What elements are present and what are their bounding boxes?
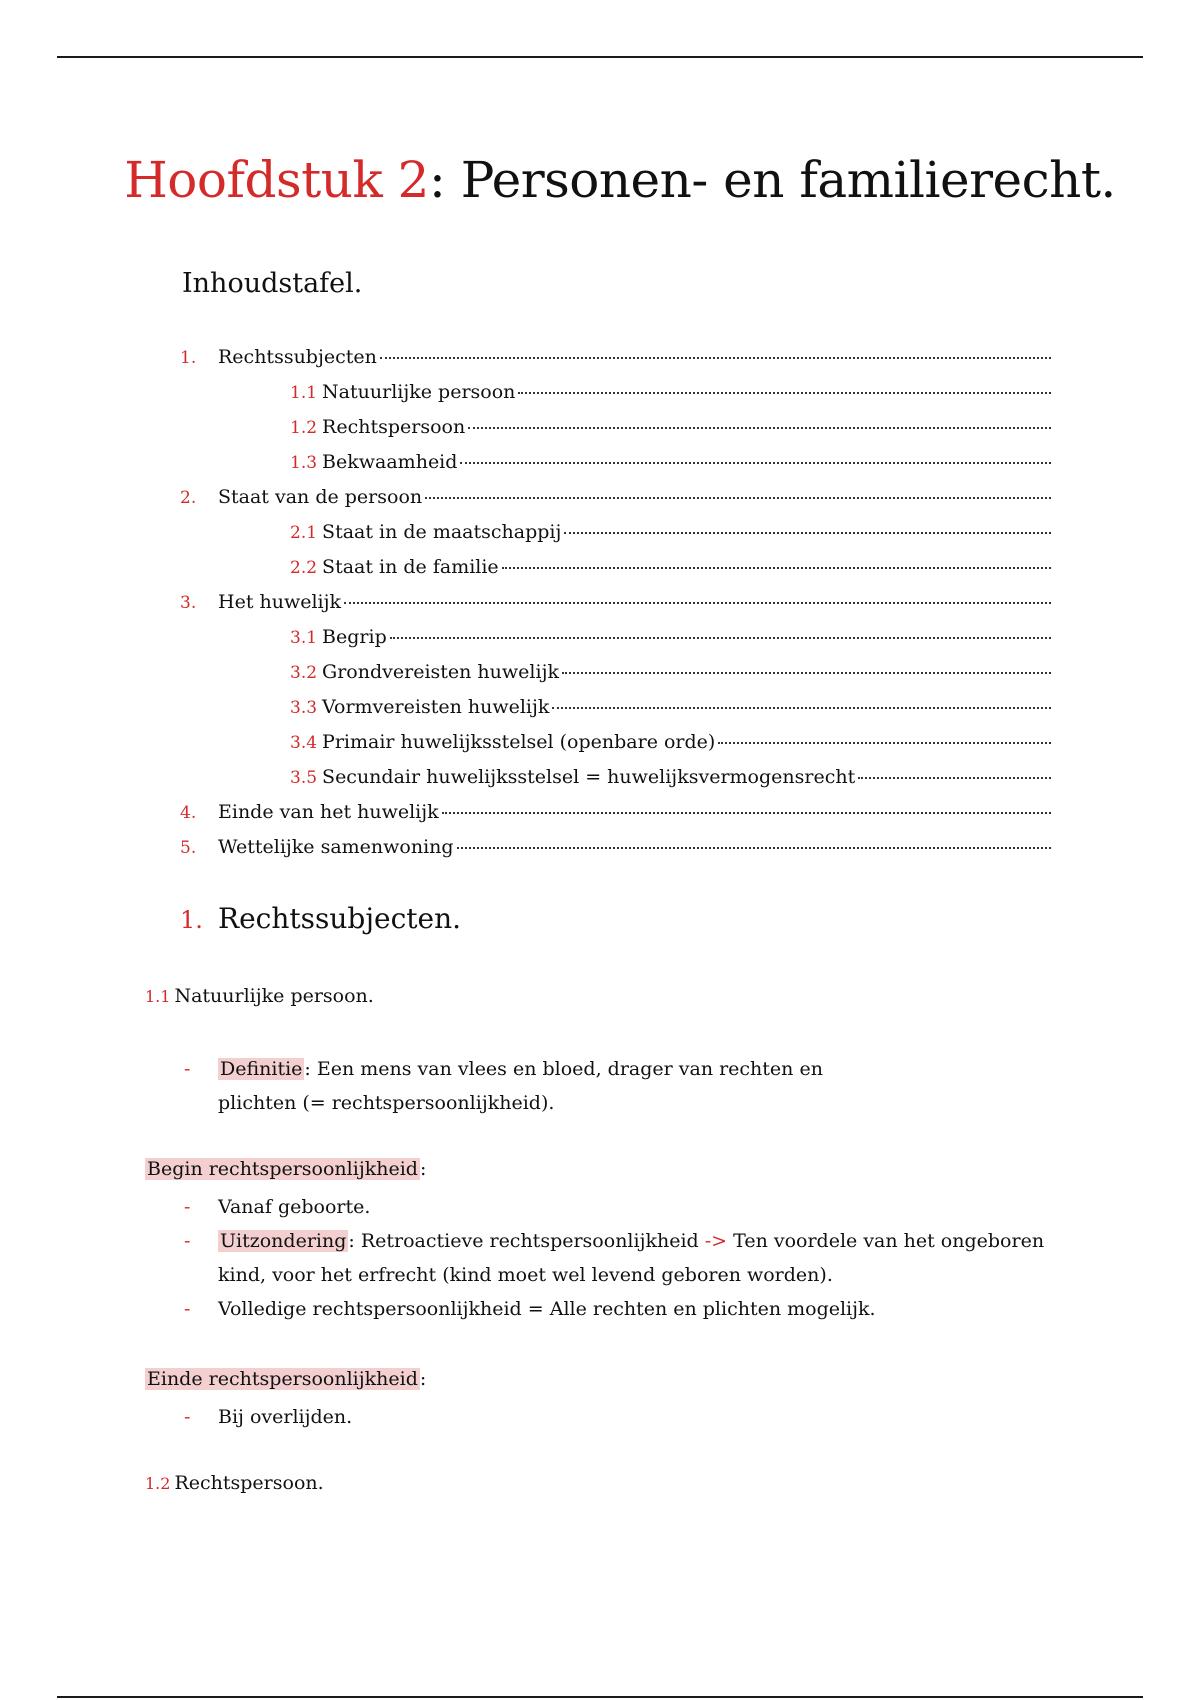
toc-item[interactable]: [180, 486, 1051, 521]
list-item: [180, 1052, 880, 1120]
section-title: Rechtssubjecten.: [218, 902, 462, 935]
toc-heading: Inhoudstafel.: [182, 268, 363, 299]
toc-item-number: 3.: [180, 593, 197, 613]
begin-label: [145, 1158, 426, 1180]
end-label: [145, 1368, 426, 1390]
toc-item[interactable]: [180, 836, 1051, 871]
toc-leader: [562, 672, 1051, 674]
subsection-title: Rechtspersoon.: [174, 1472, 324, 1494]
list-item: [180, 1224, 1060, 1292]
list-item: - Bij overlijden.: [180, 1400, 1060, 1434]
list-item: - Vanaf geboorte.: [180, 1190, 1060, 1224]
toc-leader: [457, 847, 1051, 849]
label-colon: :: [419, 1158, 427, 1180]
toc-item-label: Staat in de maatschappij: [322, 521, 562, 543]
toc-item-label: Rechtspersoon: [322, 416, 466, 438]
section-number: 1.: [180, 906, 203, 934]
toc-leader: [344, 602, 1051, 604]
toc-item-label: Staat van de persoon: [218, 486, 423, 508]
toc-item[interactable]: [180, 346, 1051, 381]
toc-leader: [460, 462, 1051, 464]
toc-item[interactable]: [180, 416, 1051, 451]
label-colon: :: [419, 1368, 427, 1390]
toc-item-number: 1.3: [290, 453, 318, 473]
toc-leader: [718, 742, 1051, 744]
toc-item[interactable]: [180, 696, 1051, 731]
title-subject: : Personen- en familierecht.: [428, 151, 1116, 209]
toc-leader: [858, 777, 1051, 779]
subsection-number: 1.2: [145, 1474, 171, 1493]
toc-leader: [442, 812, 1051, 814]
toc-item-number: 1.1: [290, 383, 318, 403]
bottom-rule: [57, 1696, 1143, 1698]
toc-item-label: Rechtssubjecten: [218, 346, 377, 368]
subsection-number: 1.1: [145, 987, 171, 1006]
arrow-icon: ->: [704, 1230, 728, 1252]
highlighted-label: Einde rechtspersoonlijkheid: [147, 1368, 418, 1390]
toc-item-number: 3.5: [290, 768, 318, 788]
toc-leader: [564, 532, 1051, 534]
table-of-contents: [180, 346, 1051, 871]
toc-leader: [468, 427, 1051, 429]
toc-item-number: 3.1: [290, 628, 318, 648]
toc-item-number: 4.: [180, 803, 197, 823]
toc-item-label: Natuurlijke persoon: [322, 381, 516, 403]
toc-item-number: 2.1: [290, 523, 318, 543]
definition-text: : Een mens van vlees en bloed, drager van rechten en plichten (= rechtspersoonlijkheid).: [218, 1058, 823, 1114]
toc-item-label: Bekwaamheid: [322, 451, 458, 473]
highlighted-term: Definitie: [220, 1058, 303, 1080]
section-heading: [180, 902, 461, 935]
toc-leader: [425, 497, 1051, 499]
toc-item[interactable]: [180, 766, 1051, 801]
begin-list: [180, 1190, 1060, 1326]
toc-item-label: Het huwelijk: [218, 591, 342, 613]
item-text: : Retroactieve rechtspersoonlijkheid: [348, 1230, 705, 1252]
toc-item-number: 3.2: [290, 663, 318, 683]
title-chapter: Hoofdstuk 2: [124, 151, 429, 209]
subsection-title: Natuurlijke persoon.: [174, 985, 374, 1007]
item-text: Ten voordele van het ongeboren kind, voor het erfrecht (kind moet wel levend geboren worden).: [218, 1230, 1045, 1286]
toc-item[interactable]: [180, 381, 1051, 416]
toc-item-label: Grondvereisten huwelijk: [322, 661, 559, 683]
toc-item[interactable]: [180, 626, 1051, 661]
toc-item-label: Einde van het huwelijk: [218, 801, 439, 823]
toc-leader: [380, 357, 1051, 359]
toc-leader: [552, 707, 1051, 709]
list-item: - Volledige rechtspersoonlijkheid = Alle rechten en plichten mogelijk.: [180, 1292, 1060, 1326]
toc-item-number: 5.: [180, 838, 197, 858]
toc-item-label: Secundair huwelijksstelsel = huwelijksvermogensrecht: [322, 766, 856, 788]
toc-item[interactable]: [180, 801, 1051, 836]
toc-item-number: 1.2: [290, 418, 318, 438]
page-title: [0, 148, 1200, 212]
toc-item[interactable]: [180, 451, 1051, 486]
toc-item-number: 2.2: [290, 558, 318, 578]
toc-leader: [390, 637, 1051, 639]
toc-item[interactable]: [180, 731, 1051, 766]
toc-leader: [518, 392, 1051, 394]
subsection-heading: [145, 985, 374, 1007]
toc-leader: [502, 567, 1051, 569]
toc-item[interactable]: [180, 521, 1051, 556]
toc-item-label: Wettelijke samenwoning: [218, 836, 454, 858]
toc-item-label: Vormvereisten huwelijk: [322, 696, 550, 718]
toc-item-label: Begrip: [322, 626, 387, 648]
toc-item[interactable]: [180, 556, 1051, 591]
top-rule: [57, 56, 1143, 58]
toc-item-label: Primair huwelijksstelsel (openbare orde): [322, 731, 716, 753]
toc-item-number: 2.: [180, 488, 197, 508]
toc-item-number: 3.3: [290, 698, 318, 718]
toc-item-number: 1.: [180, 348, 197, 368]
highlighted-term: Uitzondering: [220, 1230, 347, 1252]
toc-item-number: 3.4: [290, 733, 318, 753]
toc-item[interactable]: [180, 661, 1051, 696]
toc-item[interactable]: [180, 591, 1051, 626]
definition-list: [180, 1052, 880, 1120]
highlighted-label: Begin rechtspersoonlijkheid: [147, 1158, 418, 1180]
subsection-heading: [145, 1472, 324, 1494]
end-list: [180, 1400, 1060, 1434]
toc-item-label: Staat in de familie: [322, 556, 499, 578]
